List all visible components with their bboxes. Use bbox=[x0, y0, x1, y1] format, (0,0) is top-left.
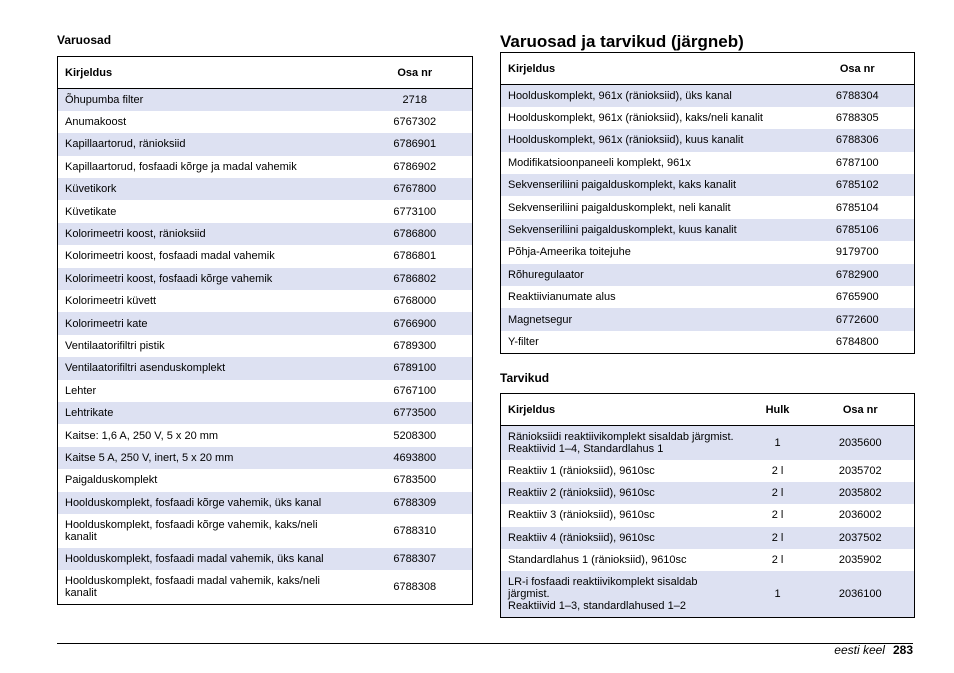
table-row bbox=[501, 460, 915, 482]
cell-description: Lehter bbox=[58, 380, 358, 402]
table-row bbox=[501, 286, 915, 308]
accessories-heading: Tarvikud bbox=[500, 371, 550, 385]
cell-part-number: 6772600 bbox=[801, 308, 915, 330]
cell-description: Ventilaatorifiltri asenduskomplekt bbox=[58, 357, 358, 379]
cell-part-number: 5208300 bbox=[358, 424, 473, 446]
table-header-row bbox=[501, 394, 915, 426]
cell-description: Standardlahus 1 (ränioksiid), 9610sc bbox=[501, 549, 749, 571]
table-row bbox=[501, 241, 915, 263]
column-header-description: Kirjeldus bbox=[501, 53, 801, 85]
page-number: 283 bbox=[892, 643, 913, 657]
cell-description: Õhupumba filter bbox=[58, 89, 358, 111]
cell-description: Reaktiiv 3 (ränioksiid), 9610sc bbox=[501, 504, 749, 526]
cell-part-number: 6788308 bbox=[358, 570, 473, 604]
cell-description: Hoolduskomplekt, fosfaadi madal vahemik, üks kanal bbox=[58, 548, 358, 570]
table-row bbox=[58, 492, 473, 514]
cell-description: Sekvenseriliini paigalduskomplekt, kaks kanalit bbox=[501, 174, 801, 196]
cell-description: Sekvenseriliini paigalduskomplekt, neli kanalit bbox=[501, 196, 801, 218]
table-row bbox=[501, 152, 915, 174]
table-row bbox=[501, 174, 915, 196]
table-row bbox=[58, 469, 473, 491]
table-row bbox=[58, 156, 473, 178]
table-row bbox=[58, 548, 473, 570]
cell-description: Ventilaatorifiltri pistik bbox=[58, 335, 358, 357]
cell-description: LR-i fosfaadi reaktiivikomplekt sisaldab järgmist. Reaktiivid 1–3, standardlahused 1–2 bbox=[501, 571, 749, 617]
table-row bbox=[501, 308, 915, 330]
cell-description: Hoolduskomplekt, 961x (ränioksiid), kaks/neli kanalit bbox=[501, 107, 801, 129]
cell-part-number: 6789100 bbox=[358, 357, 473, 379]
cell-description: Hoolduskomplekt, fosfaadi kõrge vahemik, kaks/neli kanalit bbox=[58, 514, 358, 548]
cell-part-number: 6788310 bbox=[358, 514, 473, 548]
cell-part-number: 6788305 bbox=[801, 107, 915, 129]
table-row bbox=[58, 424, 473, 446]
cell-description: Kapillaartorud, fosfaadi kõrge ja madal vahemik bbox=[58, 156, 358, 178]
accessories-table-body bbox=[501, 426, 915, 618]
table-row bbox=[58, 200, 473, 222]
table-row bbox=[58, 223, 473, 245]
column-header-quantity: Hulk bbox=[749, 394, 807, 426]
table-row bbox=[501, 264, 915, 286]
cell-part-number: 6785106 bbox=[801, 219, 915, 241]
spare-parts-continued-table-body bbox=[501, 85, 915, 354]
accessories-table bbox=[500, 393, 915, 618]
cell-description: Kaitse 5 A, 250 V, inert, 5 x 20 mm bbox=[58, 447, 358, 469]
table-row bbox=[58, 312, 473, 334]
cell-description: Hoolduskomplekt, fosfaadi kõrge vahemik, üks kanal bbox=[58, 492, 358, 514]
table-row bbox=[58, 111, 473, 133]
cell-part-number: 2037502 bbox=[807, 527, 915, 549]
table-row bbox=[501, 196, 915, 218]
cell-part-number: 2036100 bbox=[807, 571, 915, 617]
cell-description: Hoolduskomplekt, 961x (ränioksiid), kuus kanalit bbox=[501, 129, 801, 151]
cell-quantity: 2 l bbox=[749, 527, 807, 549]
cell-part-number: 6768000 bbox=[358, 290, 473, 312]
cell-part-number: 2718 bbox=[358, 89, 473, 111]
table-row bbox=[58, 245, 473, 267]
table-row bbox=[58, 514, 473, 548]
cell-part-number: 4693800 bbox=[358, 447, 473, 469]
cell-quantity: 2 l bbox=[749, 549, 807, 571]
table-row bbox=[58, 447, 473, 469]
cell-description: Reaktiiv 1 (ränioksiid), 9610sc bbox=[501, 460, 749, 482]
cell-description: Küvetikork bbox=[58, 178, 358, 200]
cell-description: Rõhuregulaator bbox=[501, 264, 801, 286]
table-row bbox=[501, 426, 915, 460]
cell-description: Kolorimeetri küvett bbox=[58, 290, 358, 312]
footer-language: eesti keel bbox=[834, 643, 885, 657]
cell-quantity: 2 l bbox=[749, 482, 807, 504]
cell-description: Kapillaartorud, ränioksiid bbox=[58, 133, 358, 155]
column-header-part-number: Osa nr bbox=[358, 57, 473, 89]
cell-part-number: 2036002 bbox=[807, 504, 915, 526]
page-title: Varuosad ja tarvikud (järgneb) bbox=[500, 32, 744, 51]
table-row bbox=[501, 549, 915, 571]
cell-part-number: 6788304 bbox=[801, 85, 915, 107]
cell-description: Sekvenseriliini paigalduskomplekt, kuus kanalit bbox=[501, 219, 801, 241]
cell-part-number: 6773500 bbox=[358, 402, 473, 424]
table-row bbox=[58, 570, 473, 604]
table-row bbox=[501, 482, 915, 504]
table-row bbox=[501, 571, 915, 617]
cell-part-number: 2035600 bbox=[807, 426, 915, 460]
cell-part-number: 6767800 bbox=[358, 178, 473, 200]
page-footer bbox=[834, 643, 913, 657]
cell-part-number: 6767100 bbox=[358, 380, 473, 402]
cell-part-number: 6773100 bbox=[358, 200, 473, 222]
cell-description: Põhja-Ameerika toitejuhe bbox=[501, 241, 801, 263]
table-row bbox=[58, 178, 473, 200]
cell-description: Magnetsegur bbox=[501, 308, 801, 330]
cell-part-number: 2035802 bbox=[807, 482, 915, 504]
cell-quantity: 2 l bbox=[749, 504, 807, 526]
cell-description: Y-filter bbox=[501, 331, 801, 353]
spare-parts-table bbox=[57, 56, 473, 605]
cell-part-number: 6783500 bbox=[358, 469, 473, 491]
cell-description: Küvetikate bbox=[58, 200, 358, 222]
cell-part-number: 6786800 bbox=[358, 223, 473, 245]
cell-part-number: 9179700 bbox=[801, 241, 915, 263]
cell-description: Kolorimeetri koost, ränioksiid bbox=[58, 223, 358, 245]
cell-description: Kolorimeetri kate bbox=[58, 312, 358, 334]
spare-parts-continued-table bbox=[500, 52, 915, 354]
cell-description: Anumakoost bbox=[58, 111, 358, 133]
table-row bbox=[501, 219, 915, 241]
cell-part-number: 6766900 bbox=[358, 312, 473, 334]
cell-description: Kaitse: 1,6 A, 250 V, 5 x 20 mm bbox=[58, 424, 358, 446]
cell-description: Hoolduskomplekt, 961x (ränioksiid), üks kanal bbox=[501, 85, 801, 107]
cell-description: Reaktiiv 2 (ränioksiid), 9610sc bbox=[501, 482, 749, 504]
cell-part-number: 2035902 bbox=[807, 549, 915, 571]
table-row bbox=[58, 268, 473, 290]
cell-part-number: 6788309 bbox=[358, 492, 473, 514]
cell-part-number: 6765900 bbox=[801, 286, 915, 308]
cell-quantity: 1 bbox=[749, 571, 807, 617]
cell-part-number: 6787100 bbox=[801, 152, 915, 174]
table-row bbox=[58, 290, 473, 312]
table-row bbox=[58, 89, 473, 111]
cell-part-number: 6786802 bbox=[358, 268, 473, 290]
cell-part-number: 6785104 bbox=[801, 196, 915, 218]
table-row bbox=[58, 335, 473, 357]
footer-divider bbox=[57, 643, 913, 644]
table-row bbox=[501, 129, 915, 151]
cell-quantity: 2 l bbox=[749, 460, 807, 482]
column-header-description: Kirjeldus bbox=[58, 57, 358, 89]
table-row bbox=[501, 527, 915, 549]
cell-part-number: 6786901 bbox=[358, 133, 473, 155]
cell-part-number: 6767302 bbox=[358, 111, 473, 133]
column-header-part-number: Osa nr bbox=[801, 53, 915, 85]
cell-part-number: 6788306 bbox=[801, 129, 915, 151]
cell-description: Hoolduskomplekt, fosfaadi madal vahemik, kaks/neli kanalit bbox=[58, 570, 358, 604]
cell-part-number: 6784800 bbox=[801, 331, 915, 353]
table-header-row bbox=[58, 57, 473, 89]
cell-description: Reaktiivianumate alus bbox=[501, 286, 801, 308]
spare-parts-table-body bbox=[58, 89, 473, 605]
table-row bbox=[501, 85, 915, 107]
cell-description: Reaktiiv 4 (ränioksiid), 9610sc bbox=[501, 527, 749, 549]
spare-parts-heading: Varuosad bbox=[57, 33, 112, 47]
table-row bbox=[58, 380, 473, 402]
cell-description: Kolorimeetri koost, fosfaadi kõrge vahemik bbox=[58, 268, 358, 290]
cell-part-number: 6789300 bbox=[358, 335, 473, 357]
table-row bbox=[501, 504, 915, 526]
cell-part-number: 2035702 bbox=[807, 460, 915, 482]
cell-description: Ränioksiidi reaktiivikomplekt sisaldab järgmist. Reaktiivid 1–4, Standardlahus 1 bbox=[501, 426, 749, 460]
table-row bbox=[501, 331, 915, 353]
column-header-description: Kirjeldus bbox=[501, 394, 749, 426]
cell-part-number: 6786902 bbox=[358, 156, 473, 178]
cell-part-number: 6785102 bbox=[801, 174, 915, 196]
cell-part-number: 6782900 bbox=[801, 264, 915, 286]
table-row bbox=[58, 133, 473, 155]
column-header-part-number: Osa nr bbox=[807, 394, 915, 426]
cell-description: Kolorimeetri koost, fosfaadi madal vahemik bbox=[58, 245, 358, 267]
cell-part-number: 6786801 bbox=[358, 245, 473, 267]
cell-description: Paigalduskomplekt bbox=[58, 469, 358, 491]
cell-quantity: 1 bbox=[749, 426, 807, 460]
cell-part-number: 6788307 bbox=[358, 548, 473, 570]
table-row bbox=[501, 107, 915, 129]
cell-description: Modifikatsioonpaneeli komplekt, 961x bbox=[501, 152, 801, 174]
cell-description: Lehtrikate bbox=[58, 402, 358, 424]
table-row bbox=[58, 357, 473, 379]
table-row bbox=[58, 402, 473, 424]
table-header-row bbox=[501, 53, 915, 85]
